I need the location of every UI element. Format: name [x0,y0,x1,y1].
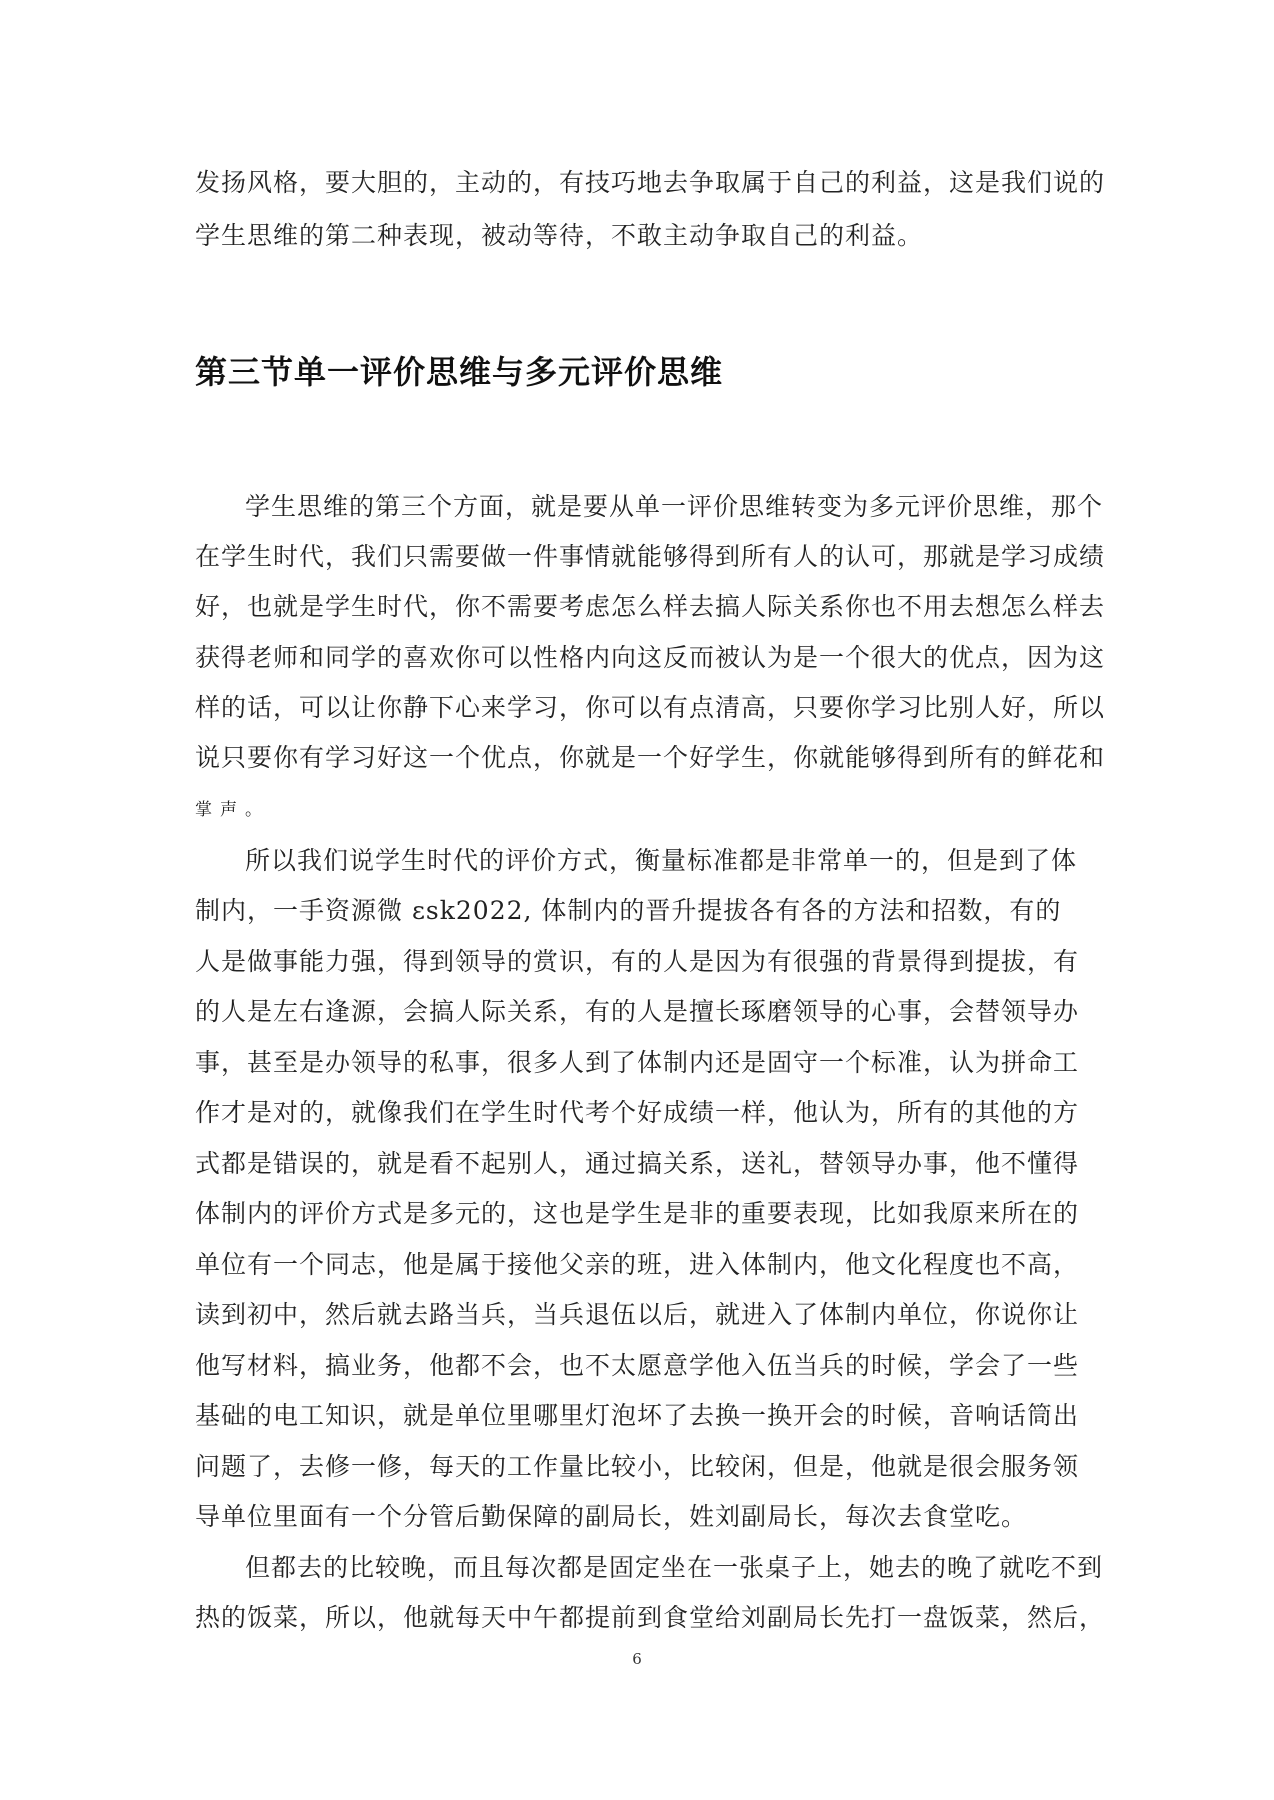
text-line: 热的饭菜，所以，他就每天中午都提前到食堂给刘副局长先打一盘饭菜，然后， [195,1603,1106,1632]
text-line: 作才是对的，就像我们在学生时代考个好成绩一样，他认为，所有的其他的方 [195,1098,1080,1127]
text-line: 问题了，去修一修，每天的工作量比较小，比较闲，但是，他就是很会服务领 [195,1452,1080,1481]
text-line: 所以我们说学生时代的评价方式，衡量标准都是非常单一的，但是到了体 [245,846,1078,875]
text-line: 发扬风格，要大胆的，主动的，有技巧地去争取属于自己的利益，这是我们说的 [195,168,1106,197]
section-heading: 第三节单一评价思维与多元评价思维 [195,353,724,391]
text-line: 学生思维的第三个方面，就是要从单一评价思维转变为多元评价思维，那个 [245,492,1104,521]
text-line: 单位有一个同志，他是属于接他父亲的班，进入体制内，他文化程度也不高， [195,1250,1080,1279]
text-line: 获得老师和同学的喜欢你可以性格内向这反而被认为是一个很大的优点，因为这 [195,643,1106,672]
text-line: 读到初中，然后就去路当兵，当兵退伍以后，就进入了体制内单位，你说你让 [195,1300,1080,1329]
text-line: 他写材料，搞业务，他都不会，也不太愿意学他入伍当兵的时候，学会了一些 [195,1351,1080,1380]
text-line: 但都去的比较晚，而且每次都是固定坐在一张桌子上，她去的晚了就吃不到 [245,1553,1104,1582]
text-line: 说只要你有学习好这一个优点，你就是一个好学生，你就能够得到所有的鲜花和 [195,743,1106,772]
text-line: 在学生时代，我们只需要做一件事情就能够得到所有人的认可，那就是学习成绩 [195,542,1106,571]
text-line: 好，也就是学生时代，你不需要考虑怎么样去搞人际关系你也不用去想怎么样去 [195,592,1106,621]
text-line: 基础的电工知识，就是单位里哪里灯泡坏了去换一换开会的时候，音响话筒出 [195,1401,1080,1430]
text-line: 体制内的评价方式是多元的，这也是学生是非的重要表现，比如我原来所在的 [195,1199,1080,1228]
text-line: 样的话，可以让你静下心来学习，你可以有点清高，只要你学习比别人好，所以 [195,693,1106,722]
text-line: 掌声。 [195,800,270,820]
text-line: 制内，一手资源微 ɛsk2022, 体制内的晋升提拔各有各的方法和招数，有的 [195,896,1062,925]
text-line: 式都是错误的，就是看不起别人，通过搞关系，送礼，替领导办事，他不懂得 [195,1149,1080,1178]
text-line: 导单位里面有一个分管后勤保障的副局长，姓刘副局长，每次去食堂吃。 [195,1502,1028,1531]
page-number: 6 [632,1650,642,1668]
text-line: 学生思维的第二种表现，被动等待，不敢主动争取自己的利益。 [195,221,924,250]
text-line: 人是做事能力强，得到领导的赏识，有的人是因为有很强的背景得到提拔，有 [195,947,1080,976]
text-line: 的人是左右逢源，会搞人际关系，有的人是擅长琢磨领导的心事，会替领导办 [195,997,1080,1026]
text-line: 事，甚至是办领导的私事，很多人到了体制内还是固守一个标准，认为拼命工 [195,1048,1080,1077]
